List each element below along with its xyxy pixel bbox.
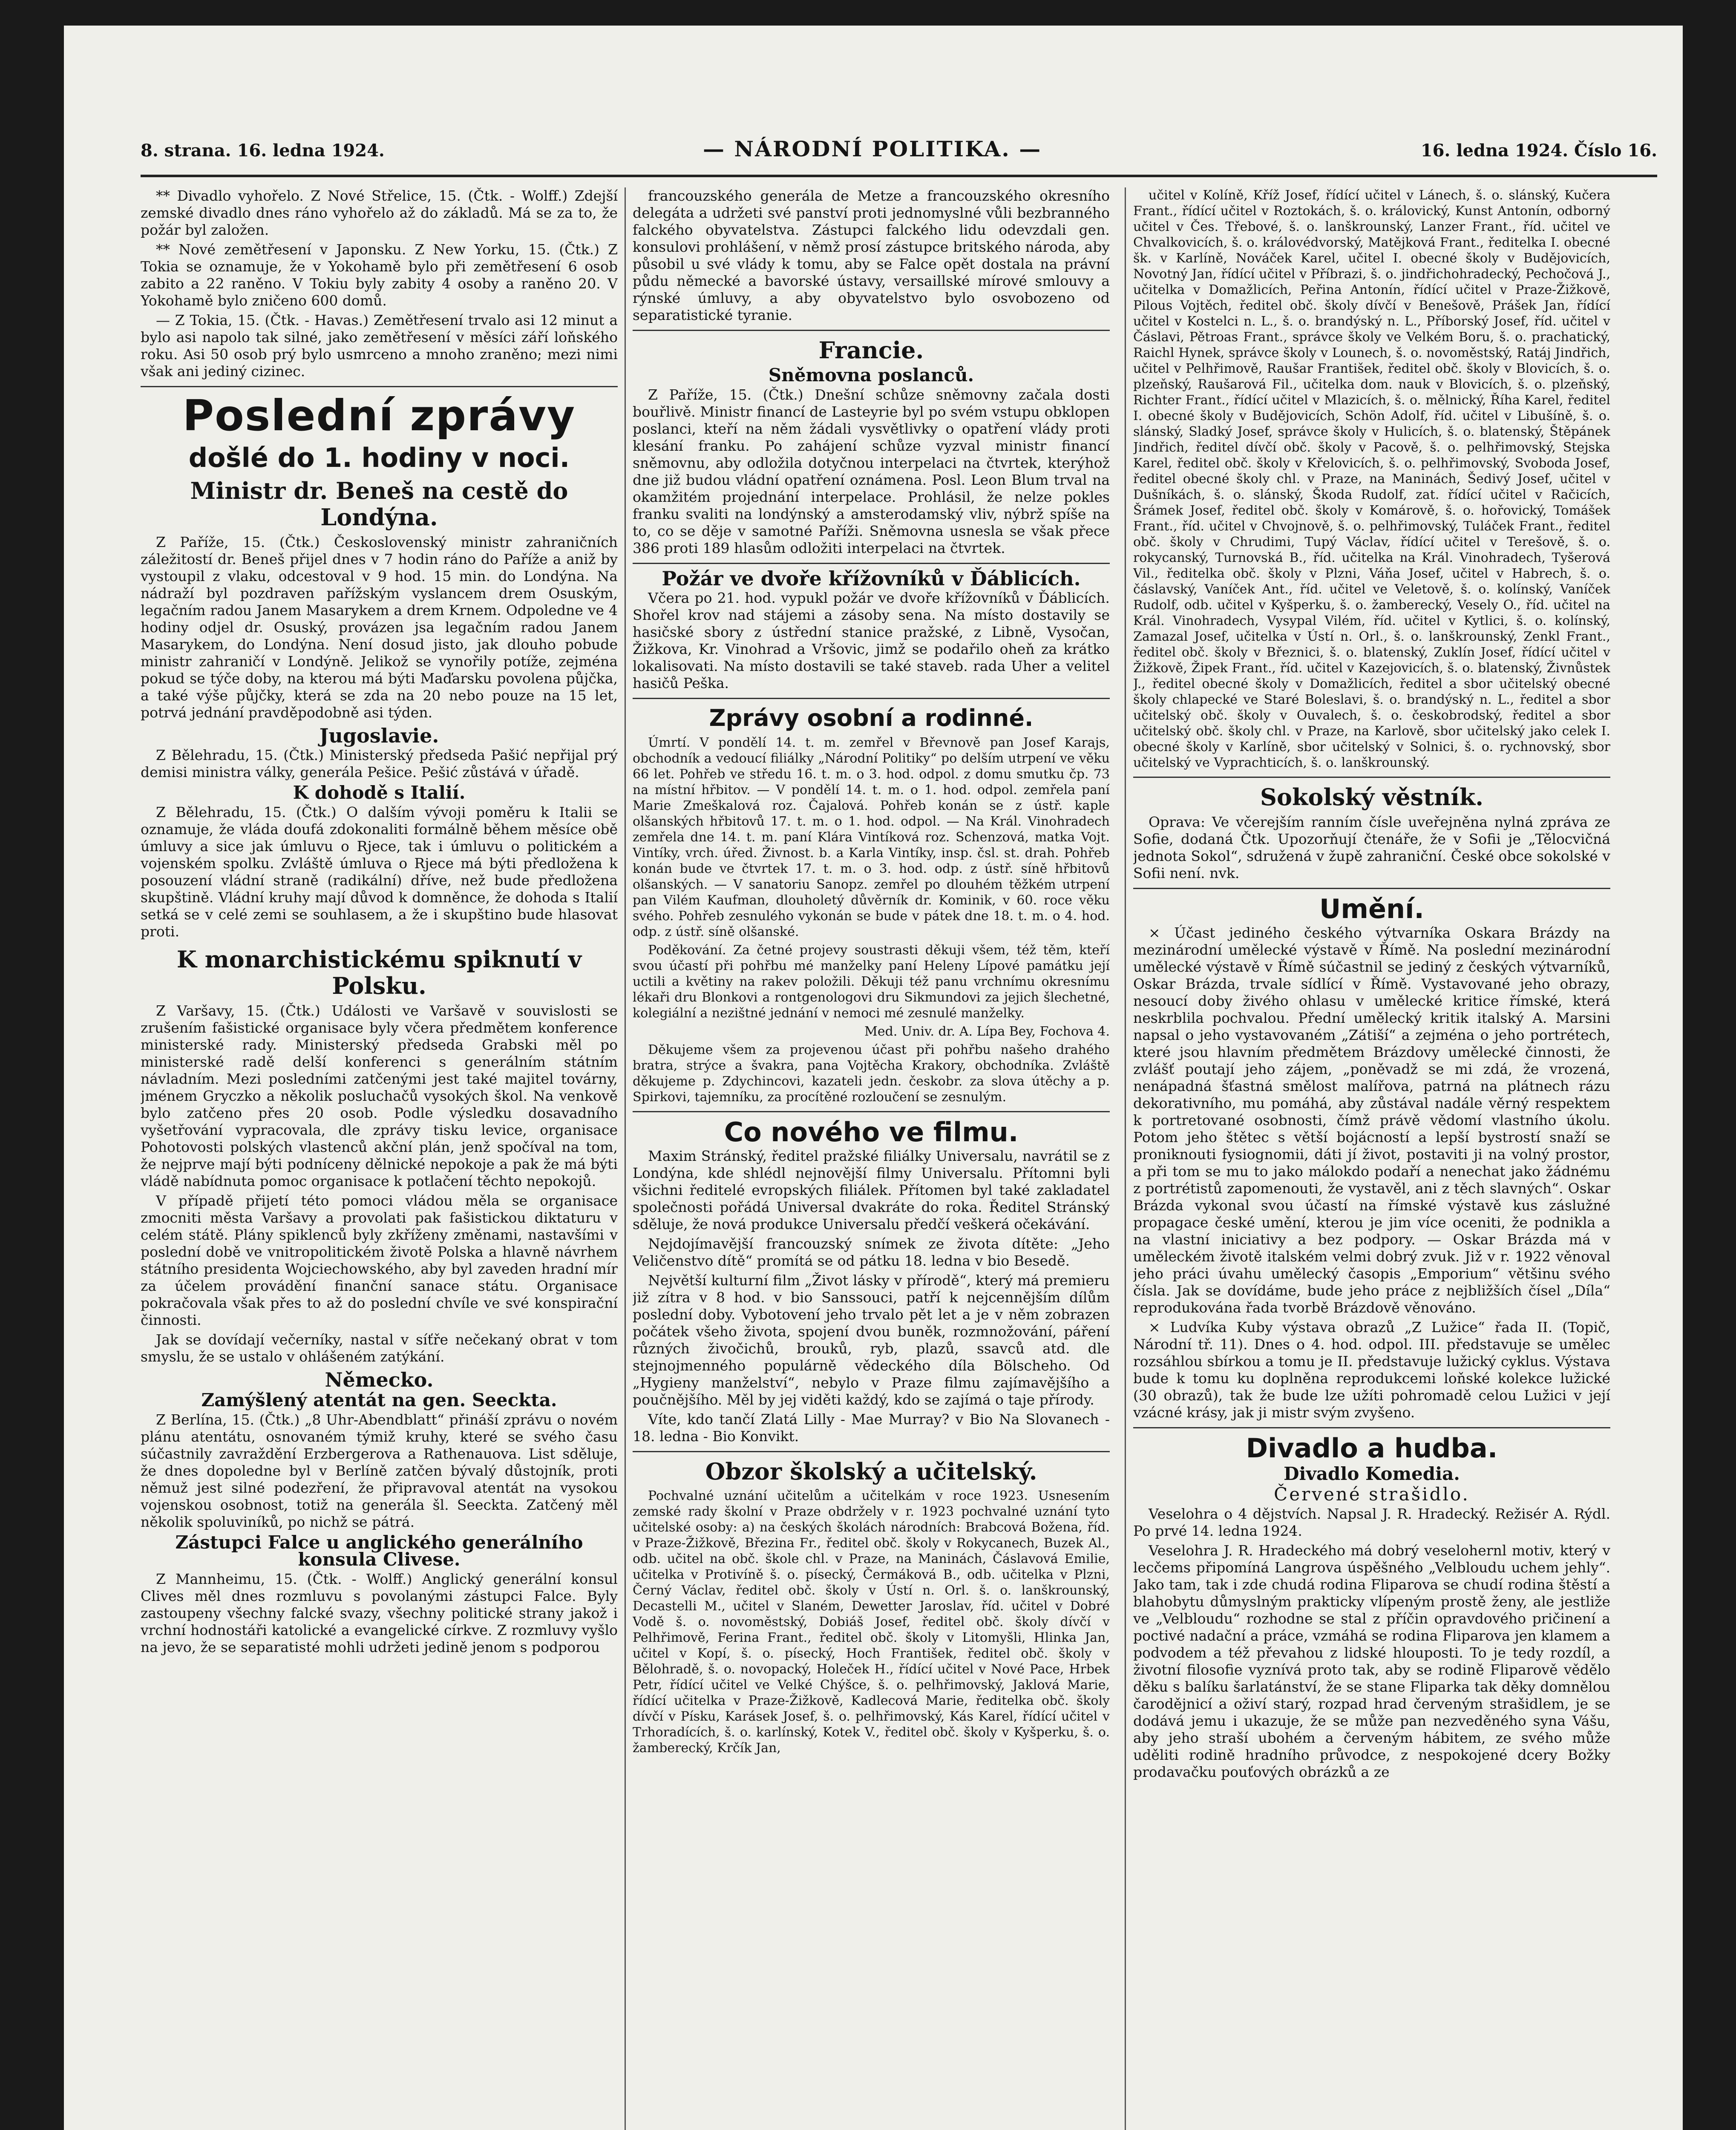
article-text: Z Bělehradu, 15. (Čtk.) O dalším vývoji poměru k Italii se oznamuje, že vláda doufá zdokonaliti formálně během měsíce obě úmluvy a sice jak úmluvu o Rjece, tak i úmluvu o politickém a vojenském spolku. Zvláště úmluva o Rjece má býti předložena k posouzení vládní straně (radikální) dříve, než bude předložena skupštině. Vládní kruhy mají důvod k domněnce, že dohoda s Italií setká se v celé zemi se souhlasem, a že i skupštino bude hlasovat proti.: [141, 804, 618, 940]
article-text: Veselohra J. R. Hradeckého má dobrý veselohernl motiv, který v lecčems připomíná Langrova úspěšného „Velbloudu uchem jehly“. Jako tam, tak i zde chudá rodina Fliparova se chudí rodina štěstí a blahobytu důmyslným prakticky vlípeným prostě ženy, ale jestliže ve „Velbloudu“ rozhodne se stal z příčin opravdového pričinení a poctivé nadační a práce, vzmáhá se rodina Fliparova jen klamem a podvodem a též převahou z lidské hlouposti. To je tedy rozdíl, a životní filosofie vyznívá proto tak, aby se rodině Fliparově vědělo děku s balíku šarlatánství, že se stane Fliparka tak děky domnělou čarodějnicí a oživí starý, rozpad hrad červeným strašidlem, je se dodává jemu i ukazuje, že se může pan nezveděného syna Vášu, aby jeho straší ubohém a červeným hábitem, ze svého může uděliti rodině hradního průvodce, z nespokojené dcery Božky prodavačku pouťových obrázků a ze: [1133, 1542, 1610, 1781]
article-text: Z Mannheimu, 15. (Čtk. - Wolff.) Anglický generální konsul Clives měl dnes rozmluvu s povolanými zástupci Falce. Byly zastoupeny všechny falcké svazy, všechny politické strany jakož i vrchní hodnostáři katolické a evangelické církve. Z rozmluvy vyšlo na jevo, že se separatisté mohli udržeti jedině jenom s podporou: [141, 1571, 618, 1656]
section-rule: [633, 330, 1110, 331]
page-header: [141, 132, 1657, 175]
article-text: Největší kulturní film „Život lásky v přírodě“, který má premieru již zítra v 8 hod. v bio Sanssouci, patří k nejcennějším dílům poslední doby. Vybotovení jeho trvalo pět let a je v něm zobrazen počátek všeho života, spojení dvou buněk, rozmnožování, páření různých živočichů, brouků, ryb, plazů, ssavců atd. dle stejnojmenného populárně vědeckého díla Bölscheho. Od „Hygieny manželství“, nebylo v Praze filmu zajímavějšího a poučnějšího. Měl by jej viděti každý, kdo se zajímá o taje přírody.: [633, 1272, 1110, 1408]
section-rule: [633, 563, 1110, 564]
section-rule: [633, 1111, 1110, 1112]
article-text: Z Paříže, 15. (Čtk.) Československý ministr zahraničních záležitostí dr. Beneš přijel dnes v 7 hodin ráno do Paříže a aniž by vystoupil z vlaku, odcestoval v 9 hod. 15 min. do Londýna. Na nádraží byl pozdraven pařížským vyslancem drem Osuským, legačním radou Janem Masarykem a drem Krnem. Odpoledne ve 4 hodiny odjel dr. Osuský, provázen jsa legačním radou Janem Masarykem, do Londýna. Není dosud jisto, jak dlouho pobude ministr zahraničí v Londýně. Jelikož se vynořily potíže, zejména pokud se týče doby, na kterou má býti Maďarsku povolena půjčka, a také výše půjčky, která se zda na 20 nebo pouze na 15 let, potrvá jednání pravděpodobně asi týden.: [141, 534, 618, 721]
header-date-right: 16. ledna 1924. Číslo 16.: [1420, 141, 1657, 161]
article-text: učitel v Kolíně, Kříž Josef, řídící učitel v Lánech, š. o. slánský, Kučera Frant., řídící učitel v Roztokách, š. o. královický, Kunst Antonín, odborný učitel v Čes. Třebové, š. o. lanškrounský, Lanzer Frant., říd. učitel ve Chvalkovicích, š. o. královédvorský, Matějková Frant., ředitelka I. obecné šk. v Karlíně, Nováček Karel, učitel I. obecné školy v Budějovicích, Novotný Jan, řídící učitel v Příbrazi, š. o. jindřichohradecký, Pechočová J., učitelka v Domažlicích, Peřina Antonín, řídící učitel v Praze-Žižkově, Pilous Vojtěch, ředitel obč. školy dívčí v Benešově, Prášek Jan, řídící učitel v Kostelci n. L., š. o. brandýský n. L., Příborský Josef, říd. učitel v Čáslavi, Pětroas Frant., správce školy ve Velkém Boru, š. o. prachatický, Raichl Hynek, správce školy v Lounech, š. o. novoměstský, Ratáj Jindřich, učitel v Pelhřimově, Raušar František, ředitel obč. školy v Blovicích, š. o. plzeňský, Raušarová Fil., učitelka dom. nauk v Blovicích, š. o. plzeňský, Richter Frant., řídící učitel v Mlazicích, š. o. mělnický, Říha Karel, ředitel I. obecné školy v Budějovicích, Schön Adolf, říd. učitel v Libušíně, š. o. slánský, Sladký Josef, správce školy v Hulicích, š. o. blatenský, Štěpánek Jindřich, ředitel dívčí obč. školy v Pacově, š. o. pelhřimovský, Stejska Karel, ředitel obč. školy v Křelovicích, š. o. pelhřimovský, Svoboda Josef, ředitel obecné školy chl. v Praze, na Maninách, Šedivý Josef, učitel v Dušníkách, š. o. slánský, Škoda Rudolf, zat. řídící učitel v Račicích, Šrámek Josef, ředitel obč. školy v Komárově, š. o. hořovický, Tomášek Frant., říd. učitel v Chvojnově, š. o. pelhřimovský, Tuláček Frant., ředitel obč. školy v Chrudimi, Tupý Václav, řídící učitel v Terešově, š. o. rokycanský, Turnovská B., říd. učitelka na Král. Vinohradech, Tyšerová Vil., ředitelka obč. školy v Plzni, Váňa Josef, učitel v Habrech, š. o. čáslavský, Vaníček Ant., říd. učitel ve Veletově, š. o. kolínský, Vaníček Rudolf, odb. učitel v Kyšperku, š. o. žamberecký, Vesely O., říd. učitel na Král. Vinohradech, Vysypal Vilém, říd. učitel v Kytlici, š. o. kolínský, Zamazal Josef, učitelka v Ústí n. Orl., š. o. lanškrounský, Zenkl Frant., ředitel obč. školy v Březnici, š. o. blatenský, Zuklín Josef, řídící učitel v Žižkově, Žipek Frant., říd. učitel v Kazejovicích, š. o. blatenský, Živnůstek J., ředitel obecné školy v Domažlicích, ředitel a sbor učitelský obecné školy chlapecké ve Staré Boleslavi, š. o. brandýský n. L., ředitel a sbor učitelský obč. školy v Ouvalech, š. o. českobrodský, ředitel a sbor učitelský obč. školy chl. v Praze, na Karlově, sbor učitelský jako celek I. obecné školy v Karlíně, sbor učitelský v Solnici, š. o. rychnovský, sbor učitelský ve Vyprachticích, š. o. lanškrounský.: [1133, 188, 1610, 770]
article-text: V případě přijetí této pomoci vládou měla se organisace zmocniti města Varšavy a provolati pak fašistickou diktaturu v celém státě. Plány spiklenců byly zkříženy změnami, nastavšími v poslední době ve vnitropolitickém životě Polska a hlavně návrhem státního presidenta Wojciechowského, aby byl zaveden hradní mír za účelem provádění finanční sanace státu. Organisace pokračovala však přes to až do poslední chvíle ve své konspirační činnosti.: [141, 1192, 618, 1329]
article-text: × Účast jediného českého výtvarníka Oskara Brázdy na mezinárodní umělecké výstavě v Římě. Na poslední mezinárodní umělecké výstavě v Římě súčastnil se jediný z českých výtvarníků, Oskar Brázda, trvale sídlící v Římě. Vystavované jeho obrazy, nesoucí doby živého ohlasu v umělecké kritice římské, která neskrblila pochvalou. Přední umělecký kritik italský A. Marsini napsal o jeho vystavovaném „Zátiší“ a zejména o jeho portrétech, které jsou hlavním předmětem Brázdovy umělecké činnosti, že zvlášť poutají jeho zájem, „poněvadž se mi zdá, že vrozená, nenápadná šťastná smělost malířova, patrná na plátnech rázu dekorativního, mu pomáhá, aby zůstával nadále věrný respektem k portretované osobnosti, čímž právě vědomí vlastního úkolu. Potom jeho štětec s větší bojácností a lepší bystrostí snaží se proniknouti fysiognomii, dáti jí život, postaviti ji na volný prostor, a při tom se mu to jako málokdo podaří a nenechat jako žádnému z portrétistů zapomenouti, že vystavěl, ani z těch slavných“. Oskar Brázda vykonal svou účastí na římské výstavě kus záslužné propagace české umění, kterou je jim více oceniti, že podnikla a na vlastní iniciativy a bez podpory. — Oskar Brázda má v uměleckém životě italském velmi dobrý zvuk. Již v r. 1922 věnoval jeho práci úvahu umělecký časopis „Emporium“ většinu svého čísla. Jak se dovídáme, bude jeho práce z nejbližších čísel „Díla“ reprodukována řada tvorbě Brázdově věnováno.: [1133, 924, 1610, 1316]
article-text: Nejdojímavější francouzský snímek ze života dítěte: „Jeho Veličenstvo dítě“ promítá se od pátku 18. ledna v bio Besedě.: [633, 1235, 1110, 1269]
section-title: Zprávy osobní a rodinné.: [709, 705, 1034, 732]
section-title: Sokolský věstník.: [1260, 783, 1484, 811]
headline: Ministr dr. Beneš na cestě do Londýna.: [190, 477, 568, 531]
article-text: Maxim Stránský, ředitel pražské filiálky Universalu, navrátil se z Londýna, kde shlédl nejnovější filmy Universalu. Přítomni byli všichni ředitelé evropských filiálek. Přítomen byl také zakladatel společnosti pořádá Universal dvakráte do roka. Ředitel Stránský sděluje, že nová produkce Universalu předčí veškerá očekávání.: [633, 1148, 1110, 1233]
section-title: Umění.: [1319, 893, 1424, 925]
subheadline: Sněmovna poslanců.: [768, 365, 974, 386]
news-item: ** Divadlo vyhořelo. Z Nové Střelice, 15. (Čtk. - Wolff.) Zdejší zemské divadlo dnes ráno vyhořelo až do základů. Má se za to, že požár byl založen.: [141, 187, 618, 238]
section-title: Obzor školský a učitelský.: [705, 1458, 1037, 1485]
subheadline: Divadlo Komedia.: [1284, 1463, 1460, 1485]
article-text: Poděkování. Za četné projevy soustrasti děkuji všem, též těm, kteří svou účastí při pohřbu mé manželky paní Heleny Lípové památku její uctili a květiny na rakev položili. Děkuji též panu vrchnímu okresnímu lékaři dru Blonkovi a rontgenologovi dru Sikmundovi za jejich šlechetné, kolegiální a nezištné jednání v nemoci mé zesnulé manželky.: [633, 943, 1110, 1021]
article-text: Včera po 21. hod. vypukl požár ve dvoře křížovníků v Ďáblicích. Shořel krov nad stájemi a zásoby sena. Na místo dostavily se hasičské sbory z ústřední stanice pražské, z Libně, Vysočan, Žižkova, Kr. Vinohrad a Vršovic, jimž se podařilo oheň za krátko lokalisovati. Na místo dostavili se také staveb. rada Uher a velitel hasičů Peška.: [633, 590, 1110, 692]
section-subtitle: došlé do 1. hodiny v noci.: [188, 442, 570, 473]
signature: Med. Univ. dr. A. Lípa Bey, Fochova 4.: [864, 1024, 1110, 1039]
headline: K monarchistickému spiknutí v Polsku.: [176, 946, 582, 1000]
subheadline: K dohodě s Italií.: [293, 782, 466, 803]
article-text: Děkujeme všem za projevenou účast při pohřbu našeho drahého bratra, strýce a švakra, pana Vojtěcha Krakory, obchodníka. Zvláště děkujeme p. Zdychincovi, kazateli jedn. českobr. za slova útěchy a p. Spirkovi, tajemníku, za procítěné rozloučení se zesnulým.: [633, 1042, 1110, 1105]
section-rule: [1133, 888, 1610, 889]
section-rule: [1133, 777, 1610, 778]
column-divider: [625, 187, 626, 2130]
section-title: Divadlo a hudba.: [1246, 1433, 1498, 1464]
section-rule: [141, 386, 618, 387]
section-title: Co nového ve filmu.: [724, 1117, 1019, 1148]
article-text: Z Paříže, 15. (Čtk.) Dnešní schůze sněmovny začala dosti bouřlivě. Ministr financí de Lasteyrie byl po svém vstupu obklopen poslanci, kteří na něm žádali vysvětlivky o opatření vlády proti klesání franku. Po zahájení schůze vyzval ministr financí sněmovnu, aby odložila dotyčnou interpelaci na čtvrtek, kterýhož dne již budou vládní opatření oznámena. Posl. Leon Blum trval na okamžitém projednání interpelace. Prohlásil, že nelze pokles franku svaliti na londýnský a amsterodamský vliv, nýbrž spíše na to, co se děje v samotné Paříži. Sněmovna usnesla se však přece 386 proti 189 hlasům odložiti interpelaci na čtvrtek.: [633, 386, 1110, 557]
article-text: × Ludvíka Kuby výstava obrazů „Z Lužice“ řada II. (Topič, Národní tř. 11). Dnes o 4. hod. odpol. III. představuje se umělec rozsáhlou sbírkou a tomu je II. představuje lužický cyklus. Výstava bude k tomu ku doplněna reprodukcemi loňské kolekce lužické (30 obrazů), tak že bude lze užíti pohromadě celou Lužici v její vzácné krásy, jak ji mistr svým zvyšeno.: [1133, 1319, 1610, 1421]
article-text: Pochvalné uznání učitelům a učitelkám v roce 1923. Usnesením zemské rady školní v Praze obdržely v r. 1923 pochvalné uznání tyto učitelské osoby: a) na českých školách národních: Brabcová Božena, říd. v Praze-Žižkově, Březina Fr., ředitel obč. školy v Rokycanech, Buzek Al., odb. učitel na obč. škole chl. v Praze, na Maninách, Čáslavová Emilie, učitelka v Protivíně š. o. písecký, Čermáková B., odb. učitelka v Plzni, Černý Václav, ředitel obč. školy v Ústí n. Orl. š. o. lanškrounský, Decastelli M., učitel v Slaném, Dewetter Jaroslav, říd. učitel v Dobré Vodě š. o. novoměstský, Dobiáš Josef, ředitel obč. školy dívčí v Pelhřimově, Ferina Frant., ředitel obč. školy v Litomyšli, Hlinka Jan, učitel v Kopí, š. o. písecký, Hoch František, ředitel obč. školy v Bělohradě, š. o. novopacký, Holeček H., řídící učitel v Nové Pace, Hrbek Petr, řídící učitel ve Velké Chýšce, š. o. pelhřimovský, Jaklová Marie, řídící učitelka v Praze-Žižkově, Kadlecová Marie, ředitelka obč. školy dívčí v Písku, Karásek Josef, š. o. pelhřimovský, Kás Karel, řídící učitel v Trhoradících, š. o. karlínský, Kotek V., ředitel obč. školy v Kyšperku, š. o. žamberecký, Krčík Jan,: [633, 1488, 1110, 1756]
column-divider: [1125, 187, 1126, 2130]
headline: Jugoslavie.: [319, 724, 439, 748]
article-text: francouzského generála de Metze a francouzského okresního delegáta a udržeti své panství proti jednomyslné vůli bezbranného falckého obyvatelstva. Zástupci falckého lidu odevzdali gen. konsulovi prohlášení, v němž prosí zástupce britského národa, aby působil u své vlády k tomu, aby se Falce opět dostala na právní půdu německé a bavorské ústavy, versaillské mírové smlouvy a rýnské úmluvy, a aby obyvatelstvo bylo osvobozeno od separatistické tyranie.: [633, 187, 1110, 323]
article-text: Z Berlína, 15. (Čtk.) „8 Uhr-Abendblatt“ přináší zprávu o novém plánu atentátu, osnovaném týmiž kruhy, které se svého času súčastnily zavraždění Erzbergerova a Rathenauova. List sděluje, že dnes dopoledne byl v Berlíně zatčen bývalý důstojník, proti němuž jest silné podezření, že připravoval atentát na vysokou vojenskou osobnost, totiž na generála šl. Seeckta. Zatčený měl několik spoluviníků, po nichž se pátrá.: [141, 1411, 618, 1531]
section-rule: [633, 1451, 1110, 1452]
section-rule: [1133, 1427, 1610, 1428]
section-title-latest-news: Poslední zprávy: [182, 391, 576, 440]
column-1: [141, 187, 618, 2130]
headline: Francie.: [818, 337, 924, 364]
newspaper-page: [64, 26, 1683, 2130]
article-text: Jak se dovídají večerníky, nastal v síťře nečekaný obrat v tom smyslu, že se ustalo v ohlášeném zatýkání.: [141, 1331, 618, 1365]
play-title: Červené strašidlo.: [1274, 1484, 1470, 1505]
column-3: [1133, 187, 1610, 2130]
headline: Německo.: [325, 1368, 434, 1392]
article-text: Víte, kdo tančí Zlatá Lilly - Mae Murray? v Bio Na Slovanech - 18. ledna - Bio Konvikt.: [633, 1411, 1110, 1445]
header-date-left: 8. strana. 16. ledna 1924.: [141, 141, 385, 161]
news-item: — Z Tokia, 15. (Čtk. - Havas.) Zemětřesení trvalo asi 12 minut a bylo asi napolo tak silné, jako zemětřesení v měsíci září loňského roku. Asi 50 osob prý bylo usmrceno a mnoho zraněno; mezi nimi však ani jediný cizinec.: [141, 312, 618, 380]
column-2: [633, 187, 1110, 2130]
article-text: Z Bělehradu, 15. (Čtk.) Ministerský předseda Pašić nepřijal prý demisi ministra války, generála Pešice. Pešić zůstává v úřadě.: [141, 747, 618, 781]
article-text: Z Varšavy, 15. (Čtk.) Události ve Varšavě v souvislosti se zrušením fašistické organisace byly včera předmětem konference ministerské rady. Ministerský předseda Grabski měl po ministerské radě delší konferenci s generálním státním návladním. Mezi posledními zatčenými jest také majitel továrny, jménem Gryczko a několik posluchačů vysokých škol. Na venkově bylo zatčeno přes 20 osob. Podle výsledku dosavadního vyšetřování vypracovala, dle zprávy tisku levice, organisace Pohotovosti polských vlastenců akční plán, jenž spočíval na tom, že nejprve mají býti podníceny dělnické nepokoje a pak že má býti vládě nabídnuta pomoc organisace k potlačení těchto nepokojů.: [141, 1002, 618, 1190]
headline: Požár ve dvoře křížovníků v Ďáblicích.: [662, 567, 1081, 590]
article-text: Veselohra o 4 dějstvích. Napsal J. R. Hradecký. Režisér A. Rýdl. Po prvé 14. ledna 1924.: [1133, 1505, 1610, 1540]
subheadline: Zamýšlený atentát na gen. Seeckta.: [201, 1390, 557, 1411]
subheadline: Zástupci Falce u anglického generálního konsula Clivese.: [175, 1532, 583, 1570]
article-text: Oprava: Ve včerejším ranním čísle uveřejněna nylná zpráva ze Sofie, dodaná Čtk. Upozorňují čtenáře, že v Sofii je „Tělocvičná jednota Sokol“, sdružená v župě zahraniční. České obce sokolské v Sofii není. nvk.: [1133, 814, 1610, 882]
section-rule: [633, 698, 1110, 699]
article-text: Úmrtí. V pondělí 14. t. m. zemřel v Břevnově pan Josef Karajs, obchodník a vedoucí filiálky „Národní Politiky“ po delším utrpení ve věku 66 let. Pohřeb ve středu 16. t. m. o 3. hod. odpol. z domu smutku čp. 73 na místní hřbitov. — V pondělí 14. t. m. o 1. hod. odpol. zemřela paní Marie Zmeškalová roz. Čajalová. Pohřeb konán se z ústř. kaple olšanských hřbitovů 17. t. m. o 1. hod. odpol. — Na Král. Vinohradech zemřela dne 14. t. m. paní Klára Vintíková roz. Schenzová, matka Vojt. Vintíky, vrch. úřed. Živnost. b. a Karla Vintíky, insp. čsl. st. drah. Pohřeb konán bude ve čtvrtek 17. t. m. o 3. hod. odp. z ústř. síně hřbitovů olšanských. — V sanatoriu Sanopz. zemřel po dlouhém těžkém utrpení pan Vilém Kaufman, dlouholetý důvěrník dr. Kominik, v 60. roce věku svého. Pohřeb zesnulého vykonán se bude v pátek dne 18. t. m. o 4. hod. odp. z ústř. síně olšanské.: [633, 735, 1110, 940]
header-rule: [141, 175, 1657, 177]
masthead: — NÁRODNÍ POLITIKA. —: [703, 136, 1042, 161]
news-item: ** Nové zemětřesení v Japonsku. Z New Yorku, 15. (Čtk.) Z Tokia se oznamuje, že v Yokohamě bylo při zemětřesení 6 osob zabito a 22 raněno. V Tokiu byly zabity 4 osoby a raněno 20. V Yokohamě bylo zničeno 600 domů.: [141, 241, 618, 309]
